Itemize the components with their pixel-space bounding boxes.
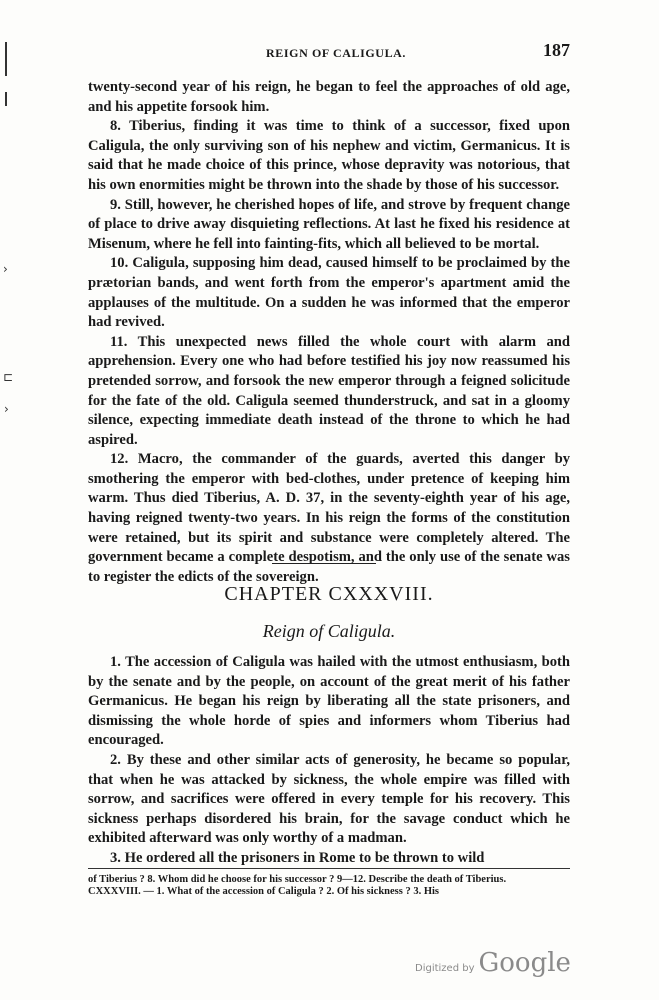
footnote-line: of Tiberius ? 8. Whom did he choose for his successor ? 9—12. Describe the death of Tiberius.	[88, 874, 507, 885]
footnote-line: CXXXVIII. — 1. What of the accession of Caligula ? 2. Of his sickness ? 3. His	[88, 886, 439, 897]
digitized-watermark	[415, 948, 571, 978]
paragraph: twenty-second year of his reign, he began to feel the approaches of old age, and his appetite forsook him.	[88, 79, 570, 115]
paragraph: 8. Tiberius, finding it was time to think of a successor, fixed upon Caligula, the only surviving son of his nephew and victim, Germanicus. It is said that he made choice of this prince, whose depravity was notorious, that his own enormities might be thrown into the shade by those of his successor.	[88, 118, 570, 193]
paragraph: 1. The accession of Caligula was hailed with the utmost enthusiasm, both by the senate and by the people, on account of the great merit of his father Germanicus. He began his reign by liberating all the state prisoners, and dismissing the whole horde of spies and informers whom Tiberius had encouraged.	[88, 654, 570, 749]
paragraph: 9. Still, however, he cherished hopes of life, and strove by frequent change of place to drive away disquieting reflections. At last he fixed his residence at Misenum, where he fell into fainting-fits, which all believed to be mortal.	[88, 196, 570, 252]
body-text	[88, 78, 570, 587]
paragraph: 3. He ordered all the prisoners in Rome to be thrown to wild	[110, 849, 485, 866]
chapter-text	[88, 653, 570, 869]
paragraph: 11. This unexpected news filled the whole court with alarm and apprehension. Every one who had before testified his joy now reassumed his pretended sorrow, and forsook the new emperor through a feigned solicitude for the fate of the old. Caligula seemed thunderstruck, and sat in a gloomy silence, expecting immediate death instead of the throne to which he had aspired.	[88, 333, 570, 448]
margin-mark: ›	[4, 402, 9, 416]
section-divider	[272, 563, 376, 564]
paragraph: 2. By these and other similar acts of generosity, he became so popular, that when he was attacked by sickness, the whole empire was filled with sorrow, and sacrifices were offered in every temple for his recovery. This sickness perhaps disordered his brain, for the savage conduct which he exhibited afterward was only worthy of a madman.	[88, 751, 570, 847]
google-logo: Google	[478, 948, 571, 978]
paragraph: 12. Macro, the commander of the guards, averted this danger by smothering the emperor with bed-clothes, under pretence of keeping him warm. Thus died Tiberius, A. D. 37, in the seventy-eighth year of his age, having reigned twenty-two years. In his reign the forms of the constitution were retained, but its spirit and substance were completely altered. The government became a complete despotism, and the only use of the senate was to register the edicts of the sovereign.	[88, 451, 570, 585]
paragraph: 10. Caligula, supposing him dead, caused himself to be proclaimed by the prætorian bands, and went forth from the emperor's apartment amid the applauses of the multitude. On a sudden he was informed that the emperor had revived.	[88, 255, 570, 331]
margin-mark: ⊏	[3, 370, 14, 384]
page-header	[88, 40, 570, 70]
margin-mark	[5, 42, 7, 76]
page-number: 187	[543, 40, 570, 60]
margin-mark: ›	[3, 262, 8, 276]
footnotes	[88, 868, 570, 898]
running-head: REIGN OF CALIGULA.	[266, 46, 407, 60]
chapter-title: CHAPTER CXXXVIII.	[224, 583, 434, 605]
chapter-subtitle: Reign of Caligula.	[262, 621, 396, 641]
watermark-prefix: Digitized by	[415, 963, 475, 974]
margin-mark	[5, 92, 7, 106]
